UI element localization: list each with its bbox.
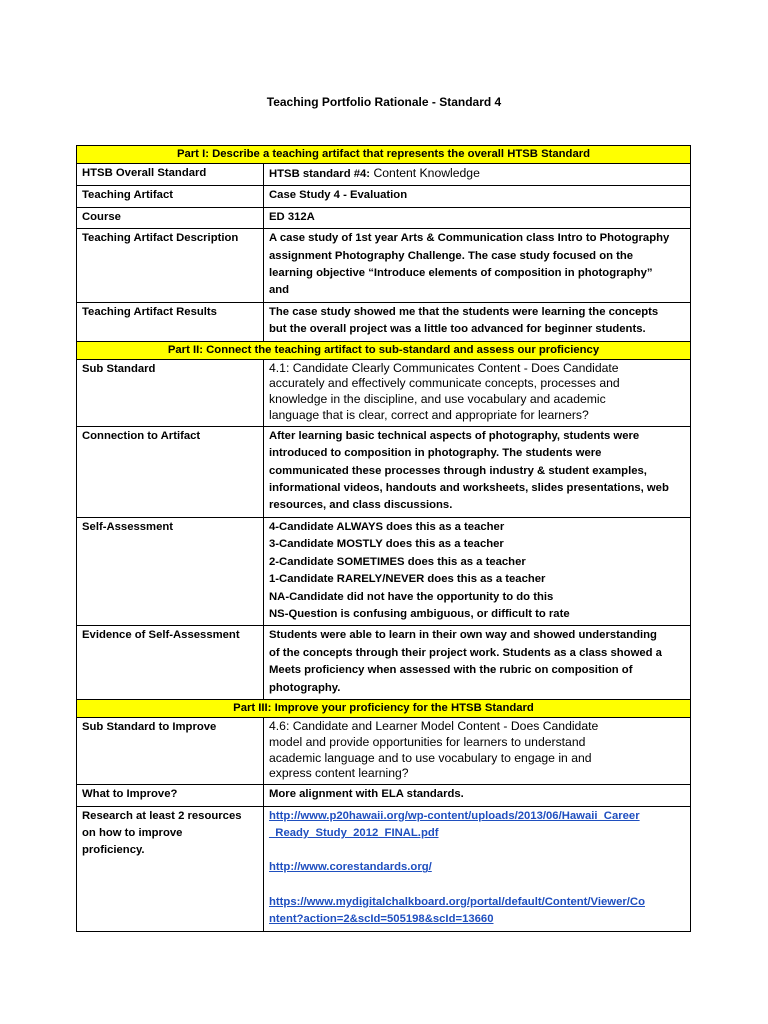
- artifact-results-label: Teaching Artifact Results: [77, 302, 264, 341]
- rating-option: 3-Candidate MOSTLY does this as a teacher: [269, 538, 504, 551]
- teaching-artifact-value: Case Study 4 - Evaluation: [264, 186, 691, 207]
- sub-standard-improve-value: [264, 717, 691, 784]
- page-title: Teaching Portfolio Rationale - Standard 4: [266, 95, 502, 109]
- text-line: model and provide opportunities for learners to understand: [269, 734, 586, 749]
- text-line: A case study of 1st year Arts & Communication class Intro to Photography: [269, 232, 670, 245]
- text-line: language that is clear, correct and appropriate for learners?: [269, 408, 589, 423]
- what-to-improve-value: More alignment with ELA standards.: [264, 785, 691, 806]
- research-links: [264, 806, 691, 931]
- overall-standard-bold: HTSB standard #4:: [269, 168, 371, 180]
- table-row: [77, 426, 691, 517]
- table-row: [77, 302, 691, 341]
- course-label: Course: [77, 207, 264, 228]
- text-line: 4.1: Candidate Clearly Communicates Content - Does Candidate: [269, 360, 619, 375]
- table-row: [77, 229, 691, 303]
- text-line: assignment Photography Challenge. The case study focused on the: [269, 249, 634, 262]
- table-row: [77, 359, 691, 426]
- research-label: [77, 806, 264, 931]
- overall-standard-plain: Content Knowledge: [370, 166, 480, 180]
- table-row: [77, 785, 691, 806]
- text-line: Research at least 2 resources: [82, 809, 242, 822]
- table-row: [77, 207, 691, 228]
- connection-value: [264, 426, 691, 517]
- text-line: express content learning?: [269, 766, 409, 781]
- text-line: learning objective “Introduce elements of composition in photography”: [269, 267, 653, 280]
- part3-header-row: [77, 699, 691, 717]
- text-line: of the concepts through their project work. Students as a class showed a: [269, 646, 662, 659]
- artifact-description-label: Teaching Artifact Description: [77, 229, 264, 303]
- artifact-description-value: [264, 229, 691, 303]
- p20hawaii-link[interactable]: http://www.p20hawaii.org/wp-content/uploads/2013/06/Hawaii_Career: [269, 809, 640, 822]
- table-row: [77, 626, 691, 700]
- table-row: [77, 164, 691, 186]
- spacer: [269, 877, 686, 894]
- evidence-value: [264, 626, 691, 700]
- part1-header: Part I: Describe a teaching artifact that represents the overall HTSB Standard: [77, 146, 691, 164]
- table-row: [77, 517, 691, 625]
- overall-standard-value: [264, 164, 691, 186]
- p20hawaii-link-cont[interactable]: _Ready_Study_2012_FINAL.pdf: [269, 826, 439, 839]
- rating-option: NA-Candidate did not have the opportunity to do this: [269, 590, 554, 603]
- part2-header-row: [77, 341, 691, 359]
- part3-header: Part III: Improve your proficiency for the HTSB Standard: [77, 699, 691, 717]
- text-line: on how to improve: [82, 826, 183, 839]
- text-line: Meets proficiency when assessed with the rubric on composition of: [269, 664, 633, 677]
- teaching-artifact-label: Teaching Artifact: [77, 186, 264, 207]
- text-line: knowledge in the discipline, and use vocabulary and academic: [269, 392, 606, 407]
- text-line: but the overall project was a little too advanced for beginner students.: [269, 323, 646, 336]
- rating-option: 4-Candidate ALWAYS does this as a teacher: [269, 520, 505, 533]
- course-value: ED 312A: [264, 207, 691, 228]
- overall-standard-label: HTSB Overall Standard: [77, 164, 264, 186]
- rating-option: NS-Question is confusing ambiguous, or difficult to rate: [269, 607, 570, 620]
- part1-header-row: [77, 146, 691, 164]
- rationale-table: [76, 145, 691, 932]
- sub-standard-value: [264, 359, 691, 426]
- text-line: communicated these processes through industry & student examples,: [269, 464, 647, 477]
- text-line: proficiency.: [82, 844, 145, 857]
- text-line: The case study showed me that the students were learning the concepts: [269, 305, 659, 318]
- text-line: academic language and to use vocabulary to engage in and: [269, 750, 592, 765]
- corestandards-link[interactable]: http://www.corestandards.org/: [269, 861, 432, 874]
- part2-header: Part II: Connect the teaching artifact to sub-standard and assess our proficiency: [77, 341, 691, 359]
- text-line: and: [269, 284, 290, 297]
- text-line: photography.: [269, 681, 341, 694]
- spacer: [269, 842, 686, 859]
- rating-option: 2-Candidate SOMETIMES does this as a teacher: [269, 555, 526, 568]
- table-row: [77, 717, 691, 784]
- self-assessment-value: [264, 517, 691, 625]
- text-line: resources, and class discussions.: [269, 499, 453, 512]
- digitalchalkboard-link[interactable]: https://www.mydigitalchalkboard.org/portal/default/Content/Viewer/Co: [269, 895, 645, 908]
- sub-standard-improve-label: Sub Standard to Improve: [77, 717, 264, 784]
- table-row: [77, 186, 691, 207]
- text-line: Students were able to learn in their own way and showed understanding: [269, 629, 657, 642]
- evidence-label: Evidence of Self-Assessment: [77, 626, 264, 700]
- text-line: informational videos, handouts and worksheets, slides presentations, web: [269, 482, 669, 495]
- table-row: [77, 806, 691, 931]
- what-to-improve-label: What to Improve?: [77, 785, 264, 806]
- rating-option: 1-Candidate RARELY/NEVER does this as a teacher: [269, 573, 546, 586]
- sub-standard-label: Sub Standard: [77, 359, 264, 426]
- text-line: introduced to composition in photography. The students were: [269, 447, 602, 460]
- text-line: After learning basic technical aspects of photography, students were: [269, 429, 640, 442]
- artifact-results-value: [264, 302, 691, 341]
- self-assessment-label: Self-Assessment: [77, 517, 264, 625]
- connection-label: Connection to Artifact: [77, 426, 264, 517]
- text-line: accurately and effectively communicate concepts, processes and: [269, 376, 620, 391]
- text-line: 4.6: Candidate and Learner Model Content - Does Candidate: [269, 718, 599, 733]
- digitalchalkboard-link-cont[interactable]: ntent?action=2&scId=505198&scId=13660: [269, 913, 494, 926]
